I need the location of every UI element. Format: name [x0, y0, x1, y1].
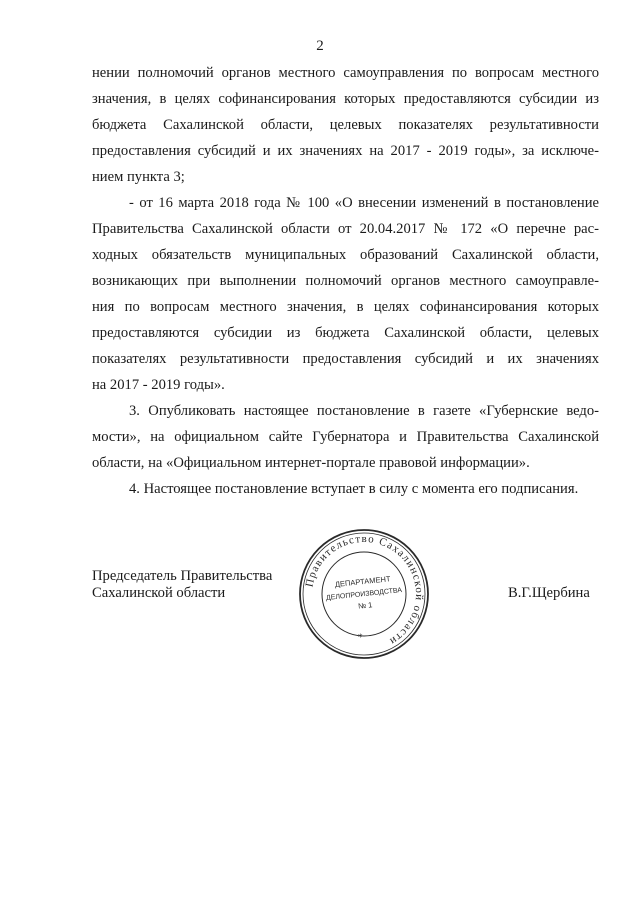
- signer-name: В.Г.Щербина: [508, 585, 590, 601]
- position-line: Председатель Правительства: [92, 568, 273, 584]
- text-line: предоставляются субсидии из бюджета Сахалинской области, целевых: [92, 325, 599, 341]
- text-line: 3. Опубликовать настоящее постановление в газете «Губернские ведо-: [129, 403, 599, 419]
- text-line: ния по вопросам местного значения, в целях софинансирования которых: [92, 299, 599, 315]
- seal-inner-line: № 1: [357, 600, 373, 611]
- text-line: ходных обязательств муниципальных образований Сахалинской области,: [92, 247, 599, 263]
- text-line: на 2017 - 2019 годы».: [92, 377, 225, 393]
- position-line: Сахалинской области: [92, 585, 226, 601]
- seal-inner-line: ДЕПАРТАМЕНТ: [334, 574, 391, 589]
- seal-star-icon: *: [358, 633, 363, 643]
- seal-inner-line: ДЕЛОПРОИЗВОДСТВА: [325, 587, 403, 602]
- seal-outer-text: Правительство Сахалинской области: [303, 532, 426, 648]
- paragraph-amendment: [92, 190, 599, 398]
- text-line: нием пункта 3;: [92, 169, 185, 185]
- text-line: области, на «Официальном интернет-портале правовой информации».: [92, 455, 530, 471]
- text-line: показателях результативности предоставления субсидий и их значениях: [92, 351, 599, 367]
- text-line: - от 16 марта 2018 года № 100 «О внесении изменений в постановление: [129, 195, 599, 211]
- text-line: Правительства Сахалинской области от 20.04.2017 № 172 «О перечне рас-: [92, 221, 599, 237]
- page-number: 2: [316, 38, 324, 54]
- text-line: 4. Настоящее постановление вступает в силу с момента его подписания.: [129, 481, 579, 497]
- signatory-position: [92, 568, 272, 602]
- official-seal: [298, 528, 430, 660]
- paragraph-publication: [92, 398, 599, 476]
- text-line: возникающих при выполнении полномочий органов местного самоуправле-: [92, 273, 599, 289]
- paragraph-effective-date: [92, 476, 599, 502]
- text-line: бюджета Сахалинской области, целевых показателях результативности: [92, 117, 599, 133]
- text-line: мости», на официальном сайте Губернатора и Правительства Сахалинской: [92, 429, 599, 445]
- text-line: нении полномочий органов местного самоуправления по вопросам местного: [92, 65, 599, 81]
- text-line: предоставления субсидий и их значениях на 2017 - 2019 годы», за исключе-: [92, 143, 599, 159]
- text-line: значения, в целях софинансирования которых предоставляются субсидии из: [92, 91, 599, 107]
- paragraph-continuation: [92, 60, 599, 190]
